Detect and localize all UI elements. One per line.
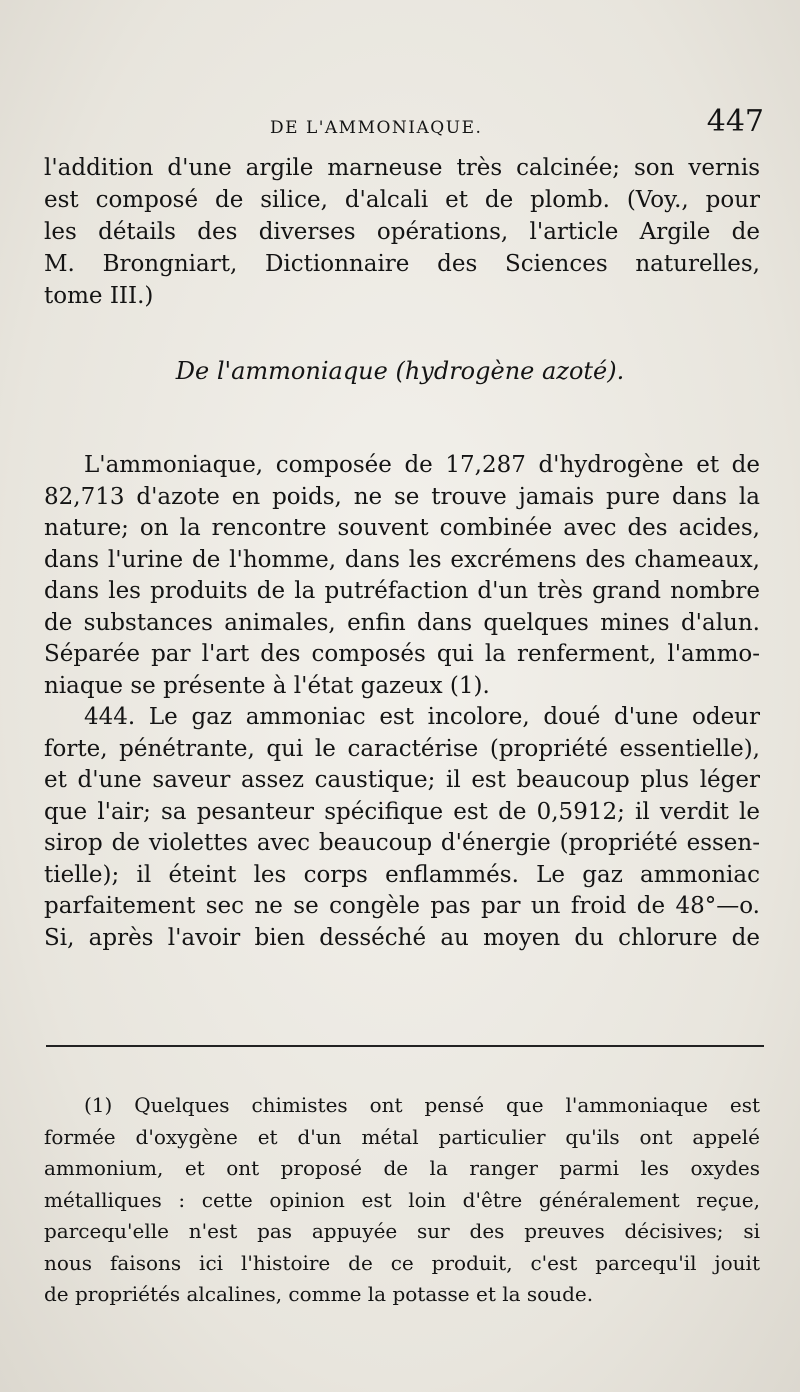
section-heading: De l'ammoniaque (hydrogène azoté). [175,357,625,385]
text-line: est composé de silice, d'alcali et de plomb. (Voy., pour [44,187,760,213]
running-head: DE L'AMMONIAQUE. [270,118,483,138]
footnote-rule [46,1045,764,1047]
text-line: M. Brongniart, Dictionnaire des Sciences naturelles, [44,251,760,277]
page-number: 447 [706,104,764,139]
text-line: de substances animales, enfin dans quelques mines d'alun. [44,609,760,636]
text-line: métalliques : cette opinion est loin d'être généralement reçue, [44,1187,760,1212]
text-line: 82,713 d'azote en poids, ne se trouve jamais pure dans la [44,483,760,510]
text-line: L'ammoniaque, composée de 17,287 d'hydrogène et de [84,452,760,478]
text-line: sirop de violettes avec beaucoup d'énergie (propriété essen- [44,830,760,856]
text-line: tome III.) [44,283,154,309]
text-line: de propriétés alcalines, comme la potasse et la soude. [44,1282,594,1306]
page-header [270,104,764,148]
text-line: Si, après l'avoir bien desséché au moyen du chlorure de [44,924,760,951]
text-line: parcequ'elle n'est pas appuyée sur des preuves décisives; si [44,1219,760,1243]
text-line: Séparée par l'art des composés qui la renferment, l'ammo- [44,641,760,667]
footnote [44,1090,760,1311]
text-line: 444. Le gaz ammoniac est incolore, doué d'une odeur [84,704,760,730]
text-line: dans l'urine de l'homme, dans les excrémens des chameaux, [44,546,760,573]
text-line: les détails des diverses opérations, l'article Argile de [44,219,760,245]
intro-paragraph [44,152,760,312]
text-line: dans les produits de la putréfaction d'un très grand nombre [44,578,760,604]
text-line: formée d'oxygène et d'un métal particulier qu'ils ont appelé [44,1124,760,1149]
text-line: l'addition d'une argile marneuse très calcinée; son vernis [44,155,760,181]
text-line: parfaitement sec ne se congèle pas par un froid de 48°—o. [44,893,760,919]
text-line: forte, pénétrante, qui le caractérise (propriété essentielle), [44,735,760,762]
text-line: ammonium, et ont proposé de la ranger parmi les oxydes [44,1156,760,1180]
text-line: tielle); il éteint les corps enflammés. Le gaz ammoniac [44,861,760,888]
text-line: nature; on la rencontre souvent combinée avec des acides, [44,515,760,541]
main-paragraph [44,450,760,954]
text-line: nous faisons ici l'histoire de ce produit, c'est parcequ'il jouit [44,1250,760,1275]
text-line: (1) Quelques chimistes ont pensé que l'ammoniaque est [84,1093,760,1117]
text-line: niaque se présente à l'état gazeux (1). [44,672,490,699]
text-line: que l'air; sa pesanteur spécifique est de 0,5912; il verdit le [44,798,760,825]
text-line: et d'une saveur assez caustique; il est beaucoup plus léger [44,767,760,793]
